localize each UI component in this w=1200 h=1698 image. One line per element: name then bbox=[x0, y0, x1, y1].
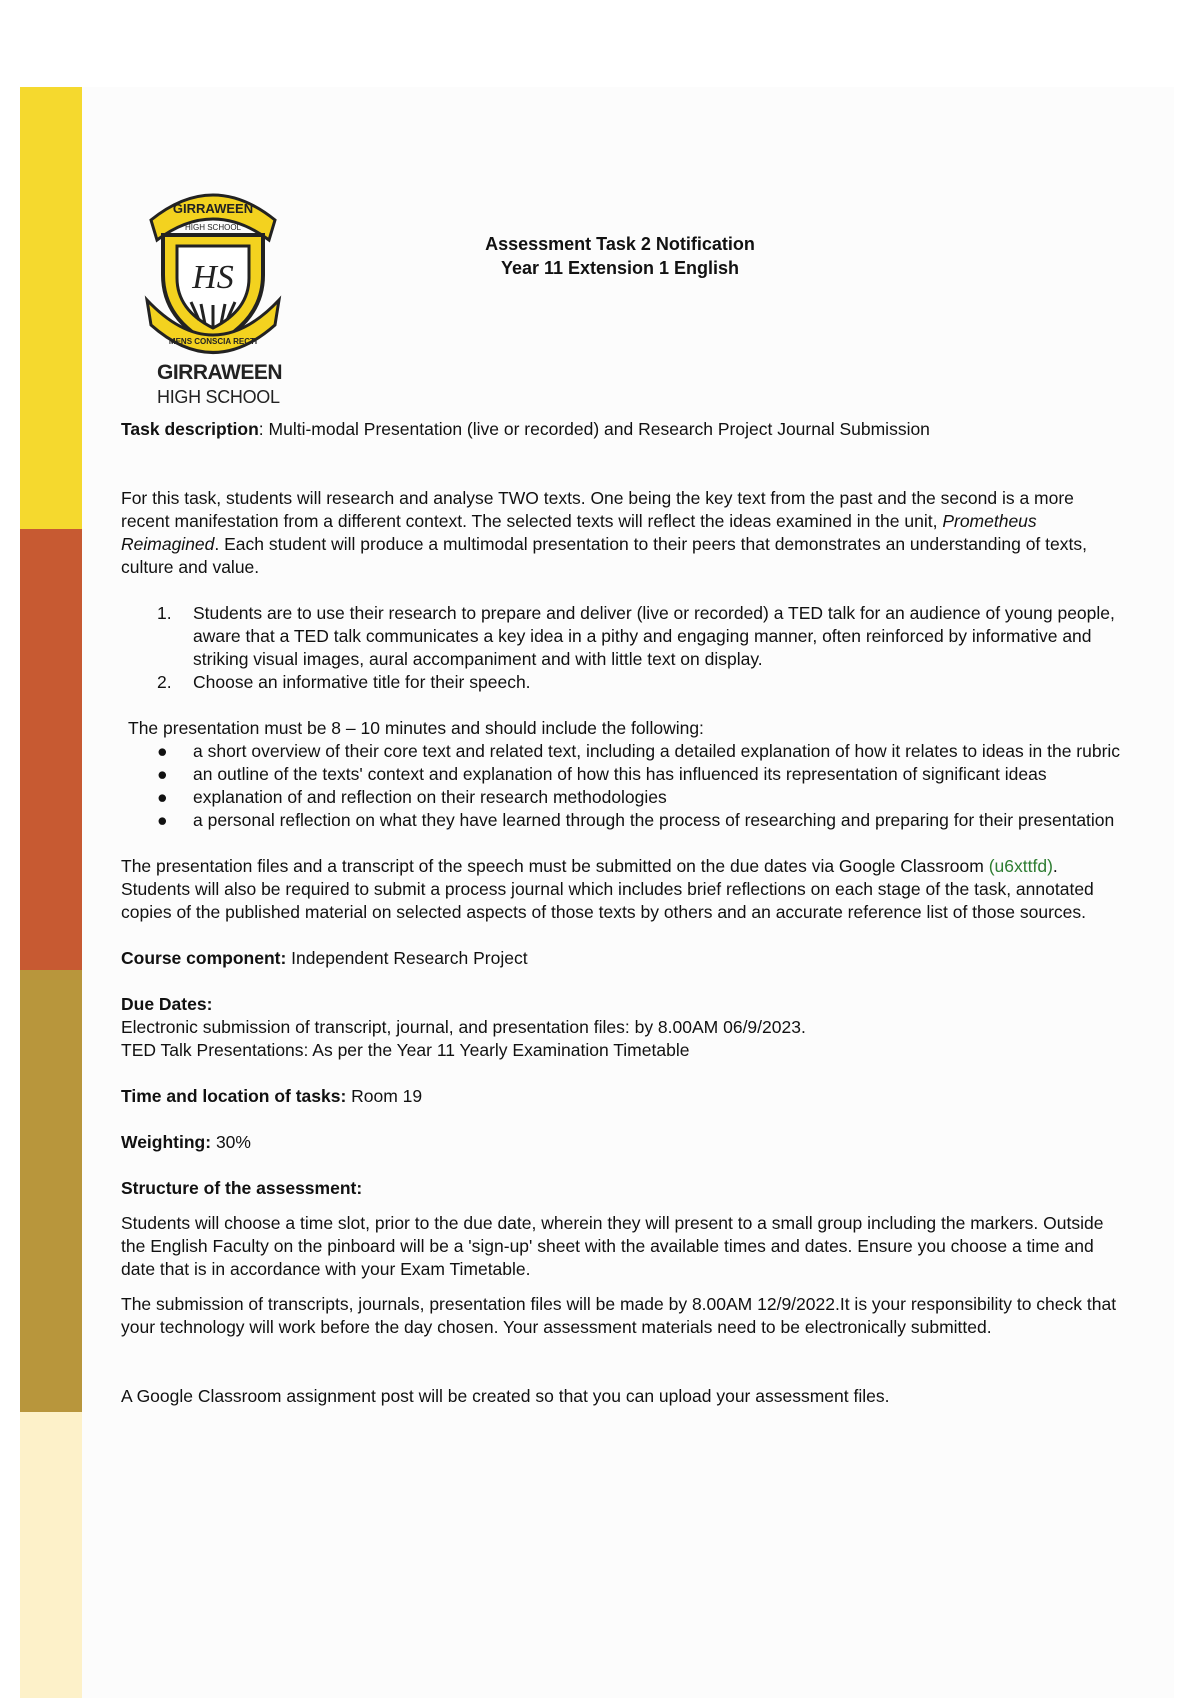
color-stripe-cream bbox=[20, 1412, 82, 1698]
list-item bbox=[121, 671, 1121, 694]
list-number: 2. bbox=[157, 672, 172, 692]
structure-paragraph: Students will choose a time slot, prior to the due date, wherein they will present to a small group including the markers. Outside the English Faculty on the pinboard will be a 'sign-up' sheet with the available times and dates. Ensure you choose a time and date that is in accordance with your Exam Timetable. bbox=[121, 1213, 1104, 1279]
list-item bbox=[121, 602, 1121, 671]
list-number: 1. bbox=[157, 603, 172, 623]
logo-school-name: GIRRAWEEN bbox=[157, 361, 283, 384]
structure-label: Structure of the assessment: bbox=[121, 1178, 363, 1198]
time-location-value: Room 19 bbox=[346, 1086, 423, 1106]
submission-text-after: . Students will also be required to submit a process journal which includes brief reflections on each stage of the task, annotated copies of the published material on selected aspects of those texts by others and an accurate reference list of those sources. bbox=[121, 856, 1094, 922]
intro-text-after: . Each student will produce a multimodal presentation to their peers that demonstrates an understanding of texts, culture and value. bbox=[121, 534, 1087, 577]
bullet-icon: ● bbox=[157, 787, 168, 807]
structure-paragraph: The submission of transcripts, journals, presentation files will be made by 8.00AM 12/9/2022.It is your responsibility to check that your technology will work before the day chosen. Your assessment materials need to be electronically submitted. bbox=[121, 1294, 1117, 1337]
color-stripe-orange bbox=[20, 529, 82, 970]
crest-monogram: HS bbox=[192, 259, 234, 296]
task-description bbox=[121, 418, 1121, 441]
bullet-text: an outline of the texts' context and explanation of how this has influenced its representation of significant ideas bbox=[193, 764, 1047, 784]
task-list bbox=[121, 602, 1121, 694]
list-item bbox=[121, 786, 1121, 809]
page-subtitle: Year 11 Extension 1 English bbox=[500, 258, 740, 278]
list-item bbox=[121, 763, 1121, 786]
title-block bbox=[450, 232, 790, 280]
document-body bbox=[121, 418, 1121, 1408]
due-date-line: TED Talk Presentations: As per the Year 11 Yearly Examination Timetable bbox=[121, 1040, 690, 1060]
closing-paragraph: A Google Classroom assignment post will be created so that you can upload your assessment files. bbox=[121, 1386, 890, 1406]
color-stripe-yellow bbox=[20, 87, 82, 529]
bullet-text: a short overview of their core text and related text, including a detailed explanation of how it relates to ideas in the rubric bbox=[193, 741, 1121, 761]
intro-paragraph bbox=[121, 487, 1121, 579]
bullet-text: explanation of and reflection on their research methodologies bbox=[193, 787, 667, 807]
weighting-value: 30% bbox=[211, 1132, 251, 1152]
school-logo bbox=[143, 180, 283, 413]
presentation-bullets bbox=[121, 740, 1121, 832]
classroom-code[interactable]: (u6xttfd) bbox=[988, 856, 1053, 876]
crest-school-text: HIGH SCHOOL bbox=[184, 223, 242, 232]
bullet-icon: ● bbox=[157, 741, 168, 761]
course-component-label: Course component: bbox=[121, 948, 287, 968]
due-dates-label: Due Dates: bbox=[121, 994, 213, 1014]
bullet-icon: ● bbox=[157, 764, 168, 784]
weighting bbox=[121, 1131, 1121, 1154]
crest-motto: MENS CONSCIA RECTI bbox=[168, 337, 258, 346]
color-stripe-gold bbox=[20, 970, 82, 1412]
list-item bbox=[121, 809, 1121, 832]
list-item-text: Choose an informative title for their speech. bbox=[193, 672, 531, 692]
submission-text-before: The presentation files and a transcript of the speech must be submitted on the due dates via Google Classroom bbox=[121, 856, 989, 876]
bullet-icon: ● bbox=[157, 810, 168, 830]
weighting-label: Weighting: bbox=[121, 1132, 212, 1152]
time-location-label: Time and location of tasks: bbox=[121, 1086, 347, 1106]
presentation-intro: The presentation must be 8 – 10 minutes and should include the following: bbox=[128, 718, 704, 738]
page-title: Assessment Task 2 Notification bbox=[485, 234, 755, 254]
list-item-text: Students are to use their research to prepare and deliver (live or recorded) a TED talk for an audience of young people, aware that a TED talk communicates a key idea in a pithy and engaging manner, often reinforced by informative and striking visual images, aural accompaniment and with little text on display. bbox=[193, 603, 1115, 669]
bullet-text: a personal reflection on what they have learned through the process of researching and preparing for their presentation bbox=[193, 810, 1115, 830]
list-item bbox=[121, 740, 1121, 763]
course-component bbox=[121, 947, 1121, 970]
school-crest-icon bbox=[143, 180, 283, 358]
task-description-text: : Multi-modal Presentation (live or recorded) and Research Project Journal Submission bbox=[258, 419, 930, 439]
logo-school-subtitle: HIGH SCHOOL bbox=[157, 387, 280, 407]
crest-top-text: GIRRAWEEN bbox=[172, 201, 254, 216]
due-date-line: Electronic submission of transcript, journal, and presentation files: by 8.00AM 06/9/2023. bbox=[121, 1017, 806, 1037]
intro-unit-title: Prometheus Reimagined bbox=[121, 511, 1037, 554]
submission-paragraph bbox=[121, 855, 1121, 924]
time-location bbox=[121, 1085, 1121, 1108]
course-component-value: Independent Research Project bbox=[286, 948, 528, 968]
intro-text-before: For this task, students will research and analyse TWO texts. One being the key text from the past and the second is a more recent manifestation from a different context. The selected texts will reflect the ideas examined in the unit, bbox=[121, 488, 1074, 531]
task-description-label: Task description bbox=[121, 419, 259, 439]
